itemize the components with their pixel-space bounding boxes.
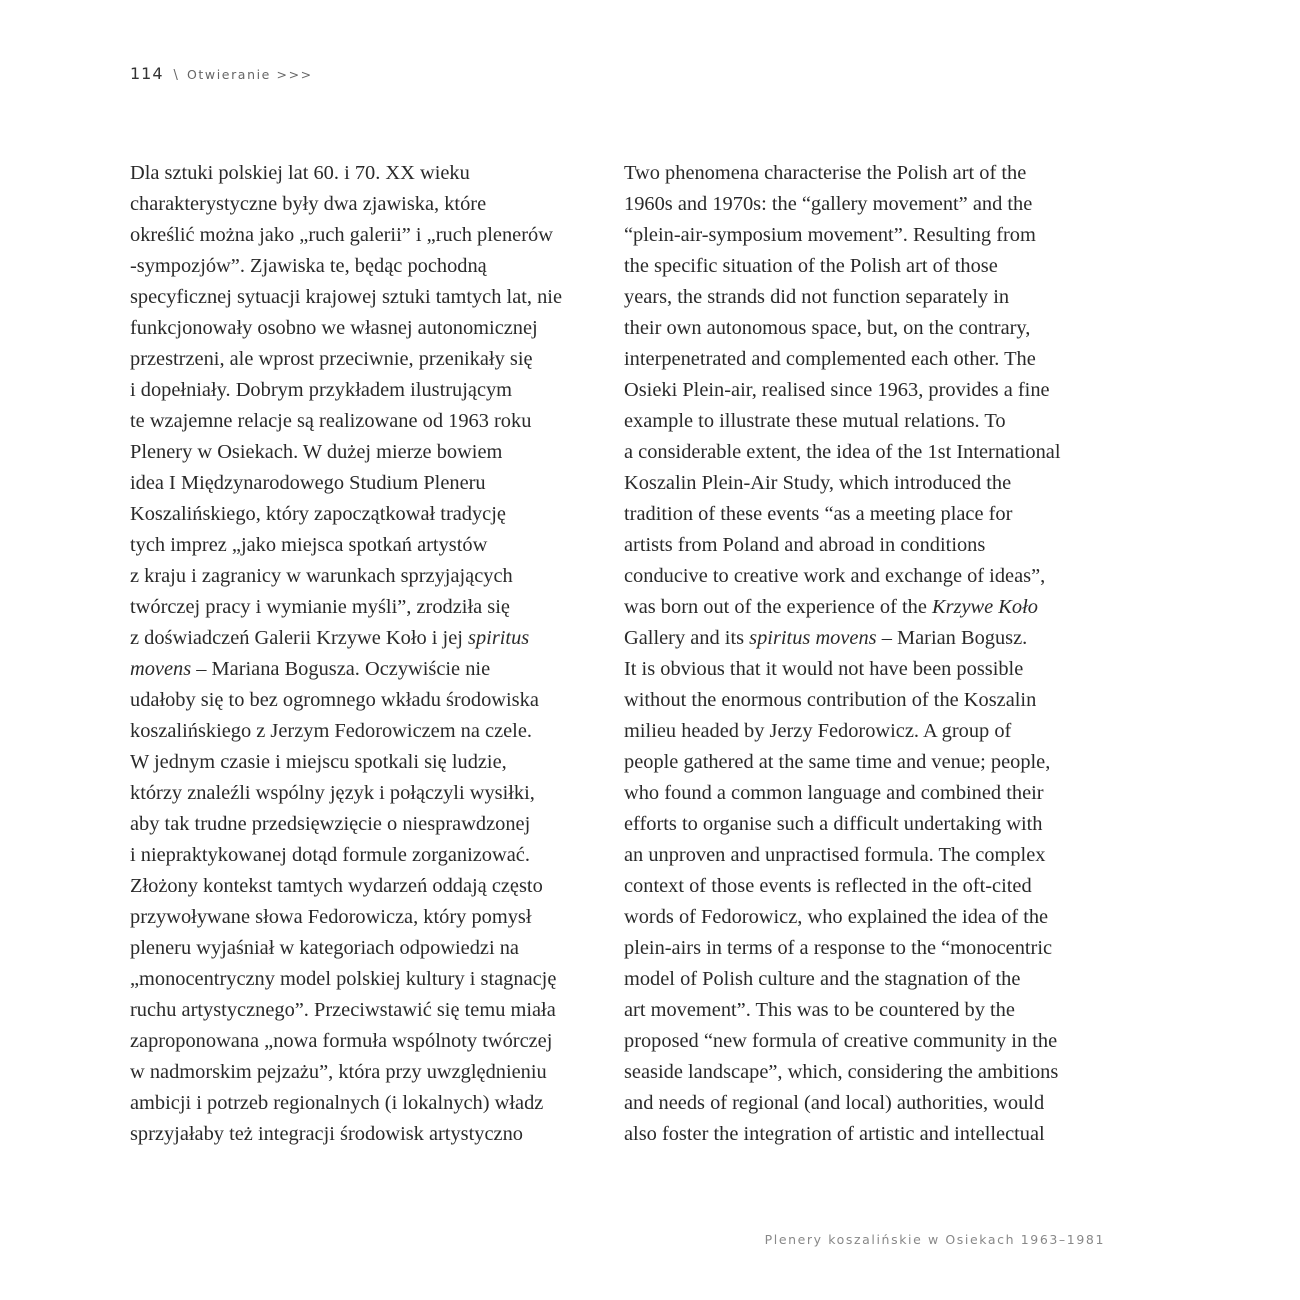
text-line xyxy=(624,344,1114,375)
text-segment: and needs of regional (and local) authorities, would xyxy=(624,1092,1045,1114)
text-segment: proposed “new formula of creative community in the xyxy=(624,1030,1058,1052)
text-line xyxy=(624,189,1114,220)
text-segment: Osieki Plein-air, realised since 1963, provides a fine xyxy=(624,379,1050,401)
text-segment: specyficznej sytuacji krajowej sztuki tamtych lat, nie xyxy=(130,286,563,308)
text-line xyxy=(130,809,610,840)
text-line xyxy=(624,871,1114,902)
text-segment: interpenetrated and complemented each other. The xyxy=(624,348,1036,370)
text-segment: tych imprez „jako miejsca spotkań artystów xyxy=(130,534,488,556)
text-line xyxy=(130,437,610,468)
text-segment: Plenery w Osiekach. W dużej mierze bowiem xyxy=(130,441,503,463)
text-segment: Koszalin Plein-Air Study, which introduced the xyxy=(624,472,1012,494)
page-number: 114 xyxy=(130,64,164,83)
text-line xyxy=(130,654,610,685)
text-segment: te wzajemne relacje są realizowane od 1963 roku xyxy=(130,410,532,432)
text-line xyxy=(624,654,1114,685)
text-line xyxy=(130,871,610,902)
text-segment: words of Fedorowicz, who explained the idea of the xyxy=(624,906,1049,928)
text-line xyxy=(130,189,610,220)
text-line xyxy=(624,251,1114,282)
text-line xyxy=(130,1026,610,1057)
text-line xyxy=(130,902,610,933)
text-segment: 1960s and 1970s: the “gallery movement” and the xyxy=(624,193,1033,215)
text-line xyxy=(624,809,1114,840)
text-segment: tradition of these events “as a meeting place for xyxy=(624,503,1013,525)
text-segment: sprzyjałaby też integracji środowisk artystyczno xyxy=(130,1123,523,1145)
text-segment: without the enormous contribution of the Koszalin xyxy=(624,689,1037,711)
text-segment: was born out of the experience of the xyxy=(624,596,933,618)
text-segment: plein-airs in terms of a response to the “monocentric xyxy=(624,937,1053,959)
text-segment: koszalińskiego z Jerzym Fedorowiczem na czele. xyxy=(130,720,532,742)
text-line xyxy=(624,468,1114,499)
text-segment: ruchu artystycznego”. Przeciwstawić się temu miała xyxy=(130,999,556,1021)
text-line xyxy=(130,840,610,871)
text-line xyxy=(130,375,610,406)
text-line xyxy=(624,158,1114,189)
text-segment: context of those events is reflected in the oft-cited xyxy=(624,875,1032,897)
text-line xyxy=(624,313,1114,344)
text-line xyxy=(624,778,1114,809)
text-line xyxy=(130,716,610,747)
text-segment: funkcjonowały osobno we własnej autonomicznej xyxy=(130,317,538,339)
text-segment: twórczej pracy i wymianie myśli”, zrodziła się xyxy=(130,596,510,618)
text-line xyxy=(130,499,610,530)
text-segment: zaproponowana „nowa formuła wspólnoty twórczej xyxy=(130,1030,553,1052)
header-separator: \ xyxy=(173,68,178,83)
text-line xyxy=(130,344,610,375)
text-segment: przywoływane słowa Fedorowicza, który pomysł xyxy=(130,906,532,928)
text-line xyxy=(130,251,610,282)
text-segment: W jednym czasie i miejscu spotkali się ludzie, xyxy=(130,751,507,773)
text-segment: aby tak trudne przedsięwzięcie o niesprawdzonej xyxy=(130,813,531,835)
text-segment: “plein-air-symposium movement”. Resulting from xyxy=(624,224,1036,246)
text-line xyxy=(130,561,610,592)
text-segment: efforts to organise such a difficult undertaking with xyxy=(624,813,1043,835)
text-segment: „monocentryczny model polskiej kultury i stagnację xyxy=(130,968,557,990)
text-segment: idea I Międzynarodowego Studium Pleneru xyxy=(130,472,486,494)
text-line xyxy=(624,1088,1114,1119)
text-segment: określić można jako „ruch galerii” i „ruch plenerów xyxy=(130,224,553,246)
text-segment: którzy znaleźli wspólny język i połączyli wysiłki, xyxy=(130,782,535,804)
text-line xyxy=(624,716,1114,747)
text-line xyxy=(624,406,1114,437)
text-segment: artists from Poland and abroad in conditions xyxy=(624,534,986,556)
text-line xyxy=(130,964,610,995)
text-line xyxy=(130,1119,610,1150)
text-line xyxy=(130,530,610,561)
text-line xyxy=(624,530,1114,561)
text-line xyxy=(130,778,610,809)
text-segment: -sympozjów”. Zjawiska te, będąc pochodną xyxy=(130,255,487,277)
text-line xyxy=(130,406,610,437)
text-segment: Two phenomena characterise the Polish art of the xyxy=(624,162,1027,184)
text-line xyxy=(624,499,1114,530)
text-segment: w nadmorskim pejzażu”, która przy uwzględnieniu xyxy=(130,1061,547,1083)
text-line xyxy=(624,964,1114,995)
text-segment: people gathered at the same time and venue; people, xyxy=(624,751,1051,773)
text-segment: conducive to creative work and exchange of ideas”, xyxy=(624,565,1046,587)
running-head xyxy=(130,64,313,83)
text-line xyxy=(624,623,1114,654)
text-line xyxy=(624,902,1114,933)
text-segment: i niepraktykowanej dotąd formule zorganizować. xyxy=(130,844,530,866)
text-segment: – Mariana Bogusza. Oczywiście nie xyxy=(191,658,491,680)
text-line xyxy=(624,561,1114,592)
text-line xyxy=(130,592,610,623)
text-line xyxy=(624,685,1114,716)
text-line xyxy=(624,375,1114,406)
text-segment: Koszalińskiego, który zapoczątkował tradycję xyxy=(130,503,506,525)
text-segment: an unproven and unpractised formula. The complex xyxy=(624,844,1046,866)
text-segment: their own autonomous space, but, on the contrary, xyxy=(624,317,1031,339)
text-line xyxy=(130,282,610,313)
text-segment: z doświadczeń Galerii Krzywe Koło i jej xyxy=(130,627,469,649)
text-line xyxy=(130,995,610,1026)
text-segment: – Marian Bogusz. xyxy=(876,627,1028,649)
text-line xyxy=(624,220,1114,251)
text-line xyxy=(130,468,610,499)
text-line xyxy=(624,840,1114,871)
text-line xyxy=(624,592,1114,623)
text-line xyxy=(624,1119,1114,1150)
text-segment: years, the strands did not function separately in xyxy=(624,286,1010,308)
text-line xyxy=(130,1088,610,1119)
text-line xyxy=(130,685,610,716)
text-segment: Gallery and its xyxy=(624,627,750,649)
text-segment: the specific situation of the Polish art of those xyxy=(624,255,998,277)
text-segment: model of Polish culture and the stagnation of the xyxy=(624,968,1021,990)
text-line xyxy=(624,437,1114,468)
text-segment: charakterystyczne były dwa zjawiska, które xyxy=(130,193,487,215)
text-line xyxy=(130,933,610,964)
text-segment: Złożony kontekst tamtych wydarzeń oddają często xyxy=(130,875,543,897)
text-segment: example to illustrate these mutual relations. To xyxy=(624,410,1006,432)
text-line xyxy=(130,1057,610,1088)
text-segment: a considerable extent, the idea of the 1st International xyxy=(624,441,1061,463)
italic-text: spiritus movens xyxy=(749,627,877,649)
text-segment: pleneru wyjaśniał w kategoriach odpowiedzi na xyxy=(130,937,519,959)
italic-text: movens xyxy=(130,658,192,680)
text-line xyxy=(624,747,1114,778)
text-segment: It is obvious that it would not have been possible xyxy=(624,658,1024,680)
text-segment: who found a common language and combined their xyxy=(624,782,1044,804)
text-line xyxy=(624,995,1114,1026)
text-line xyxy=(624,1057,1114,1088)
text-line xyxy=(624,282,1114,313)
text-line xyxy=(130,158,610,189)
text-line xyxy=(130,623,610,654)
text-segment: ambicji i potrzeb regionalnych (i lokalnych) władz xyxy=(130,1092,544,1114)
text-line xyxy=(624,1026,1114,1057)
text-line xyxy=(130,313,610,344)
text-segment: milieu headed by Jerzy Fedorowicz. A group of xyxy=(624,720,1012,742)
book-title-footer: Plenery koszalińskie w Osiekach 1963–1981 xyxy=(764,1232,1105,1247)
italic-text: spiritus xyxy=(468,627,530,649)
polish-text-column xyxy=(130,158,610,1150)
text-line xyxy=(130,220,610,251)
text-segment: przestrzeni, ale wprost przeciwnie, przenikały się xyxy=(130,348,533,370)
text-line xyxy=(624,933,1114,964)
text-segment: i dopełniały. Dobrym przykładem ilustrującym xyxy=(130,379,513,401)
text-line xyxy=(130,747,610,778)
text-segment: udałoby się to bez ogromnego wkładu środowiska xyxy=(130,689,539,711)
section-title: Otwieranie >>> xyxy=(186,67,313,82)
italic-text: Krzywe Koło xyxy=(932,596,1038,618)
text-segment: seaside landscape”, which, considering the ambitions xyxy=(624,1061,1059,1083)
english-text-column xyxy=(624,158,1114,1150)
text-segment: also foster the integration of artistic and intellectual xyxy=(624,1123,1045,1145)
text-segment: art movement”. This was to be countered by the xyxy=(624,999,1015,1021)
text-segment: Dla sztuki polskiej lat 60. i 70. XX wieku xyxy=(130,162,470,184)
text-segment: z kraju i zagranicy w warunkach sprzyjających xyxy=(130,565,513,587)
